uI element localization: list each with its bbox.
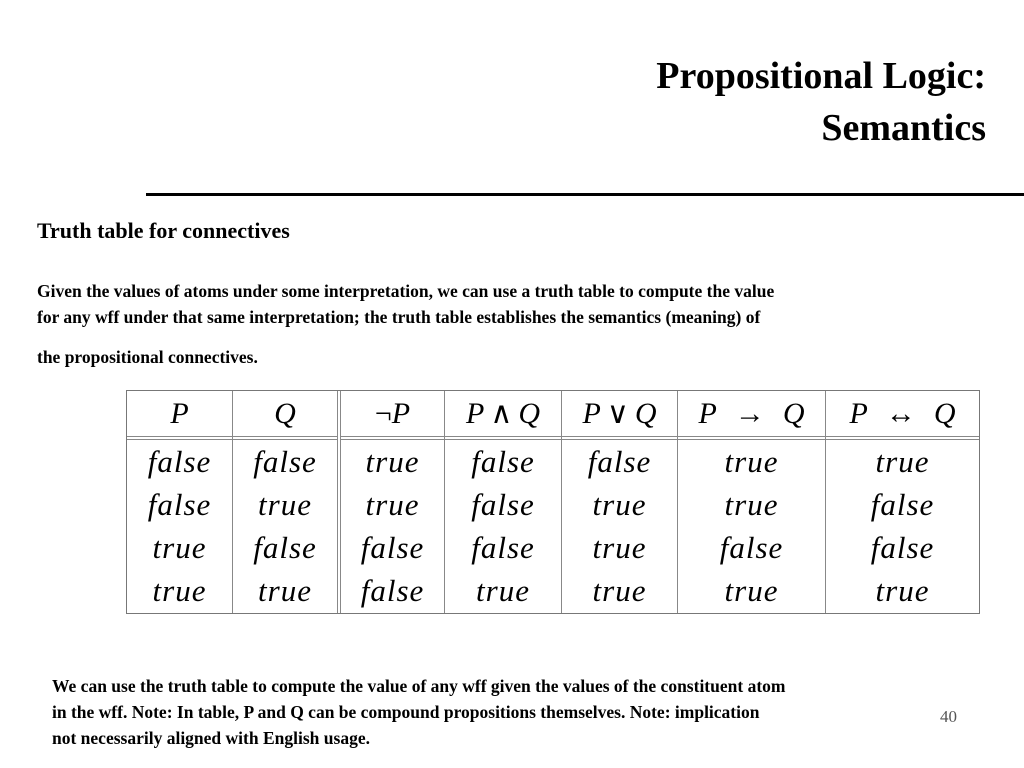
cell-and-4: true: [476, 572, 530, 608]
cell-or-3: true: [592, 529, 647, 565]
column-or: [562, 391, 678, 613]
cell-and-1: false: [471, 443, 535, 479]
column-iff: [826, 391, 979, 613]
header-p: P: [127, 391, 232, 440]
cell-implies-2: true: [724, 486, 779, 522]
header-implies: P → Q: [678, 391, 825, 440]
slide-title: [656, 50, 986, 154]
note-line-2: in the wff. Note: In table, P and Q can be compound propositions themselves. Note: implication: [52, 702, 760, 722]
column-and: [445, 391, 562, 613]
title-line-2: Semantics: [821, 107, 986, 149]
cell-not-p-1: true: [365, 443, 420, 479]
cell-or-4: true: [592, 572, 647, 608]
title-divider: [146, 193, 1024, 196]
or-operator: ∨: [606, 397, 629, 430]
column-p: [127, 391, 233, 613]
header-q: Q: [233, 391, 337, 440]
and-operator: ∧: [490, 397, 513, 430]
note-line-1: We can use the truth table to compute the value of any wff given the values of the constituent atom: [52, 676, 786, 696]
intro-line-1: Given the values of atoms under some interpretation, we can use a truth table to compute the value: [37, 281, 775, 301]
cell-iff-1: true: [875, 443, 930, 479]
note-line-3: not necessarily aligned with English usage.: [52, 728, 370, 748]
cell-not-p-4: false: [360, 572, 425, 608]
cell-p-2: false: [147, 486, 212, 522]
truth-table: [126, 390, 980, 614]
cell-iff-2: false: [870, 486, 935, 522]
not-operator: ¬: [374, 396, 392, 430]
page-number: 40: [940, 707, 957, 726]
cell-p-3: true: [152, 529, 207, 565]
cell-q-4: true: [258, 572, 312, 608]
implies-operator: →: [734, 396, 765, 430]
iff-operator: ↔: [885, 396, 916, 430]
intro-line-3: the propositional connectives.: [37, 347, 258, 367]
header-or: P ∨ Q: [562, 391, 677, 440]
note-paragraph: [52, 673, 1012, 751]
cell-implies-3: false: [719, 529, 784, 565]
intro-line-2: for any wff under that same interpretation; the truth table establishes the semantics (meaning) of: [37, 307, 761, 327]
cell-not-p-3: false: [360, 529, 425, 565]
column-not-p: [341, 391, 445, 613]
cell-and-3: false: [471, 529, 535, 565]
cell-implies-1: true: [724, 443, 779, 479]
cell-p-4: true: [152, 572, 207, 608]
cell-iff-3: false: [870, 529, 935, 565]
cell-not-p-2: true: [365, 486, 420, 522]
column-implies: [678, 391, 826, 613]
header-iff: P ↔ Q: [826, 391, 979, 440]
column-q: [233, 391, 341, 613]
cell-and-2: false: [471, 486, 535, 522]
title-line-1: Propositional Logic:: [656, 55, 986, 97]
header-not-p: ¬ P: [341, 391, 444, 440]
cell-implies-4: true: [724, 572, 779, 608]
cell-or-2: true: [592, 486, 647, 522]
cell-or-1: false: [587, 443, 652, 479]
cell-q-1: false: [253, 443, 317, 479]
cell-q-2: true: [258, 486, 312, 522]
cell-iff-4: true: [875, 572, 930, 608]
header-and: P ∧ Q: [445, 391, 561, 440]
cell-q-3: false: [253, 529, 317, 565]
intro-paragraph: [37, 278, 1017, 370]
section-heading: Truth table for connectives: [37, 218, 290, 243]
cell-p-1: false: [147, 443, 212, 479]
